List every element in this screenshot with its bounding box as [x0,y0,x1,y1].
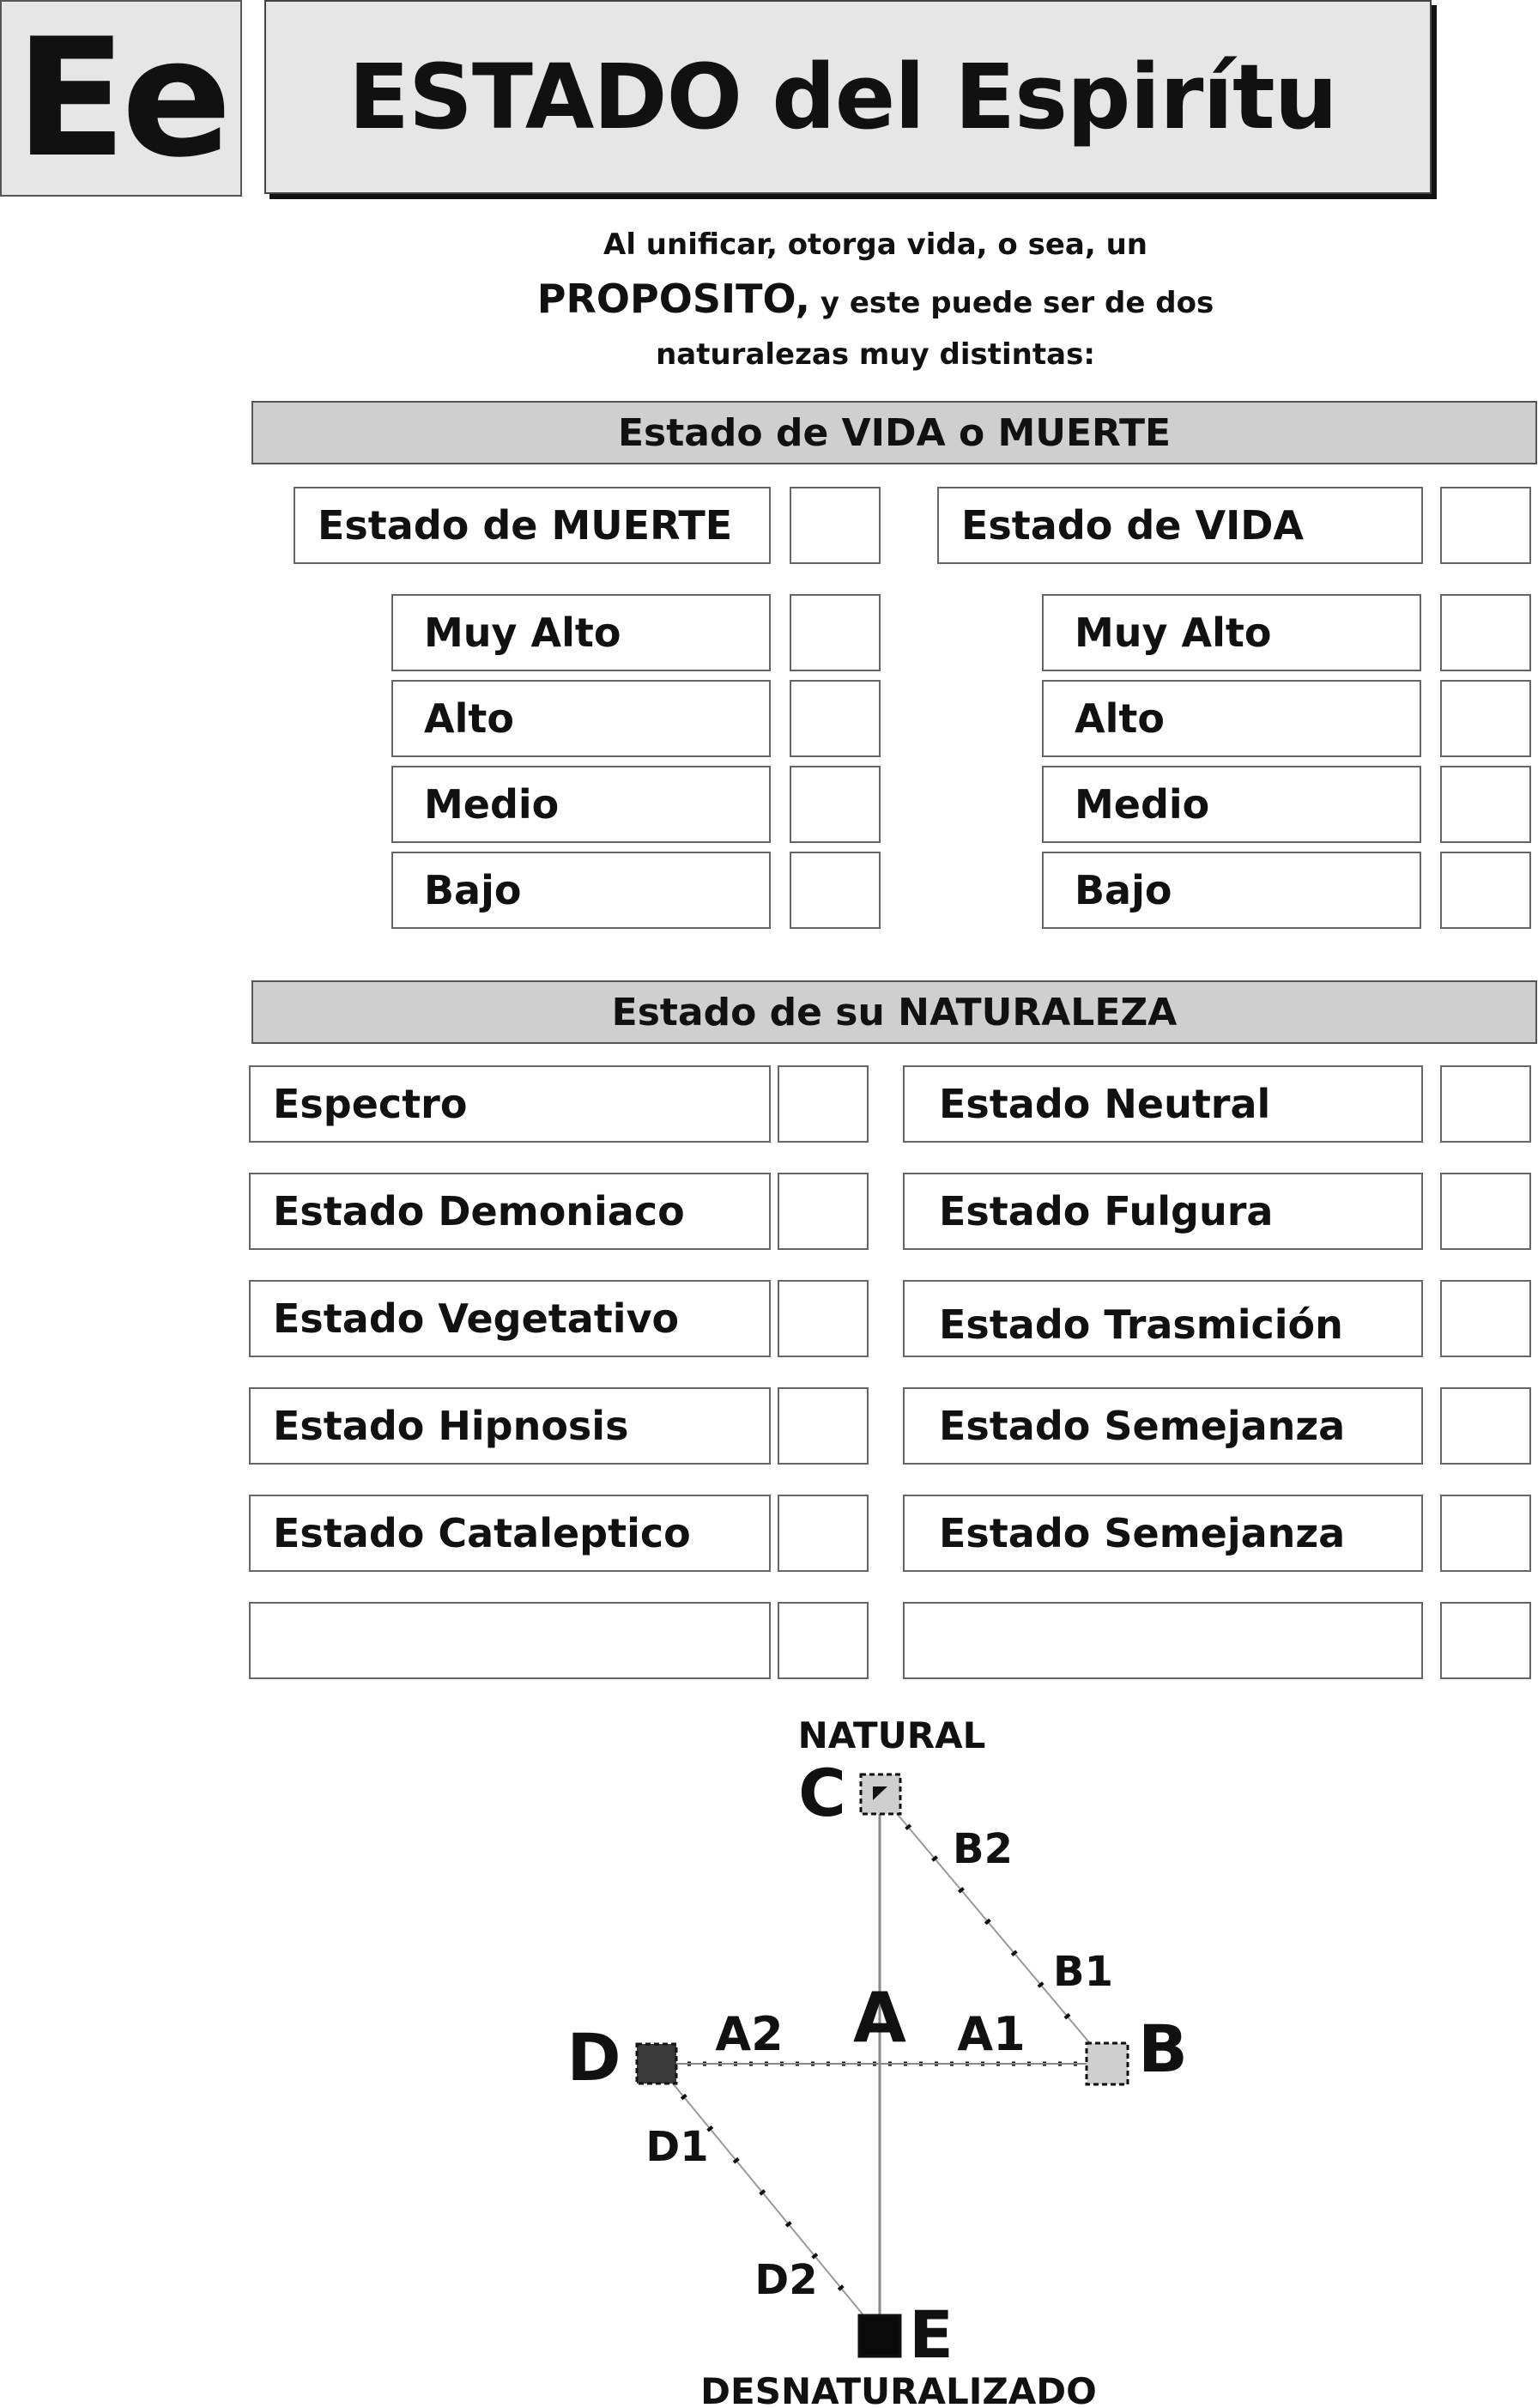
section-heading-vida-muerte: Estado de VIDA o MUERTE [251,401,1537,464]
vida-level-bajo: Bajo [1042,852,1421,929]
label-point-e: E [909,2296,954,2373]
vida-level-medio: Medio [1042,766,1421,843]
label-d1: D1 [645,2123,709,2171]
caption-natural: NATURAL [797,1714,986,1756]
naturaleza-right-item: Estado Neutral [903,1065,1423,1143]
label-b1: B1 [1053,1948,1113,1996]
naturaleza-left-item: Estado Vegetativo [249,1280,771,1357]
logo: Ee [0,0,242,197]
naturaleza-left-item: Estado Demoniaco [249,1173,771,1250]
muerte-level-bajo: Bajo [391,852,771,929]
naturaleza-right-item: Estado Fulgura [903,1173,1423,1250]
muerte-level-medio: Medio [391,766,771,843]
vida-label: Estado de VIDA [937,487,1423,564]
naturaleza-right-item: Estado Semejanza [903,1495,1423,1572]
label-point-c: C [798,1755,846,1831]
intro-line-3: naturalezas muy distintas: [656,337,1095,372]
naturaleza-left-item: Estado Cataleptico [249,1495,771,1572]
label-d2: D2 [754,2256,818,2304]
naturaleza-right-item: Estado Trasmición [903,1280,1423,1357]
label-a1: A1 [957,2007,1026,2061]
naturaleza-left-item: Espectro [249,1065,771,1143]
muerte-level-muy-alto: Muy Alto [391,594,771,671]
vida-level-alto: Alto [1042,680,1421,757]
muerte-label: Estado de MUERTE [294,487,771,564]
intro-line-1: Al unificar, otorga vida, o sea, un [603,227,1147,262]
section-heading-naturaleza: Estado de su NATURALEZA [251,980,1537,1044]
page-title: ESTADO del Espirítu [264,0,1432,194]
point-c-marker [861,1774,900,1814]
point-e-marker [859,2315,900,2356]
vida-level-muy-alto: Muy Alto [1042,594,1421,671]
intro-line-2: y este puede ser de dos [810,286,1214,321]
label-point-d: D [566,2019,621,2096]
point-d-marker [637,2044,676,2083]
label-b2: B2 [953,1825,1013,1873]
label-point-a: A [853,1978,906,2058]
label-point-b: B [1138,2011,1188,2087]
naturaleza-right-item: Estado Semejanza [903,1387,1423,1465]
label-a2: A2 [715,2007,784,2061]
intro-proposito: PROPOSITO, [536,276,811,323]
caption-desnaturalizado: DESNATURALIZADO [700,2370,1097,2408]
point-b-marker [1087,2043,1128,2084]
naturaleza-left-item: Estado Hipnosis [249,1387,771,1465]
muerte-level-alto: Alto [391,680,771,757]
